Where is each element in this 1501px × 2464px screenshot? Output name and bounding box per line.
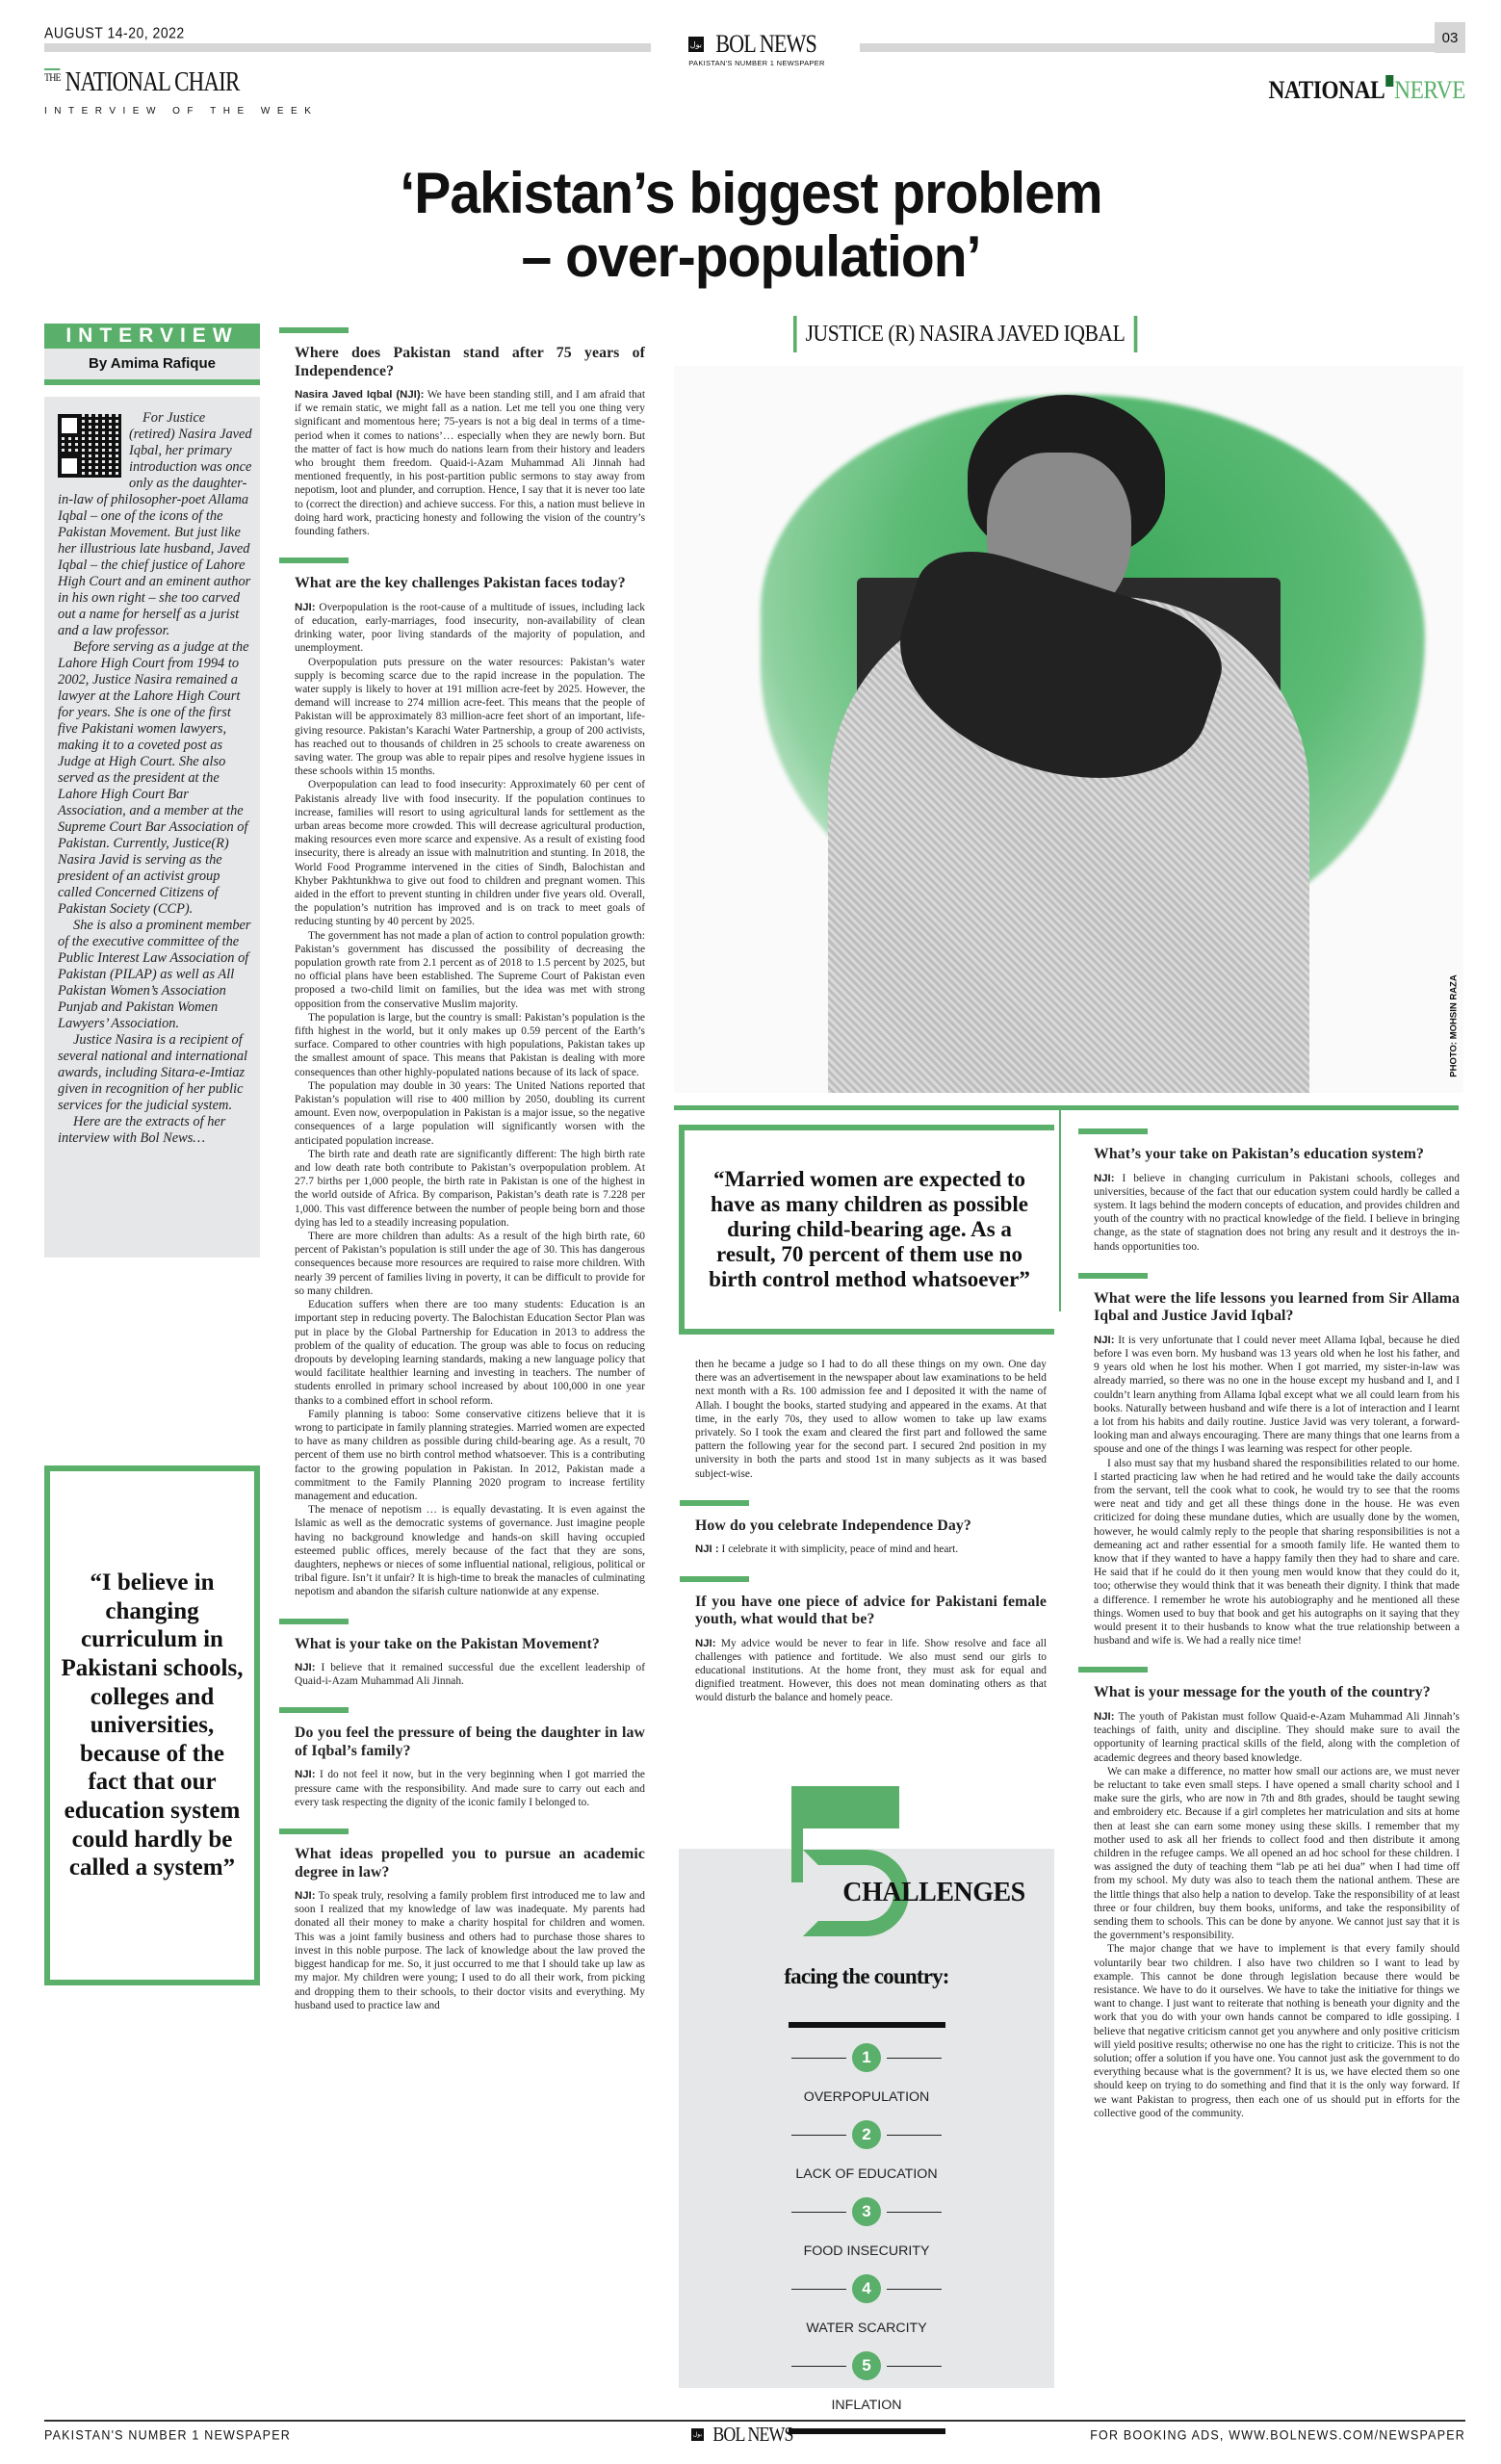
- answer-paragraph: [295, 1661, 645, 1688]
- interview-rule: [44, 379, 260, 385]
- question: What ideas propelled you to pursue an academic degree in law?: [295, 1846, 645, 1880]
- answer-text: I celebrate it with simplicity, peace of mind and heart.: [721, 1543, 959, 1556]
- divider-line: [791, 2058, 846, 2059]
- challenges-bottom-bar: [789, 2428, 945, 2434]
- challenge-number-row: [679, 2274, 1054, 2303]
- section-subtitle: INTERVIEW OF THE WEEK: [44, 106, 319, 117]
- intro-paragraph: She is also a prominent member of the executive committee of the Public Interest Law Association of Pakistan (PILAP) as well as All Pakistan Women’s Association Punjab and Pakistan Women Lawyers’ Association.: [58, 918, 251, 1031]
- section-the: THE: [44, 70, 61, 84]
- challenge-label: INFLATION: [831, 2398, 902, 2413]
- interview-label-box: [44, 324, 260, 385]
- qa-block: [1094, 1667, 1460, 2120]
- logo-tagline: PAKISTAN'S NUMBER 1 NEWSPAPER: [688, 59, 825, 67]
- answer-text: The population is large, but the country is small: Pakistan’s population is the fifth highest in the world, but it only makes up 0.59 percent of the Earth’s surface. Compared to other countries with high populations, Pakistan takes up the smallest amount of space. This means that Pakistan is dealing with more consequences than other highly-populated nations because of its lack of space.: [295, 1011, 645, 1078]
- challenge-item: [679, 2274, 1054, 2336]
- issue-date: AUGUST 14-20, 2022: [44, 23, 185, 42]
- question: What is your take on the Pakistan Movement?: [295, 1635, 600, 1652]
- nerve-black: NATIONAL: [1268, 76, 1385, 104]
- headline-line-1: ‘Pakistan’s biggest problem: [400, 161, 1102, 225]
- question: What were the life lessons you learned from Sir Allama Iqbal and Justice Javid Iqbal?: [1094, 1289, 1460, 1325]
- challenge-label: WATER SCARCITY: [806, 2321, 927, 2336]
- continued-answer: then he became a judge so I had to do all these things on my own. One day there was an advertisement in the newspaper about law examinations to be held next month with a Rs. 100 admission fee and I deposited it with the name of Allah. I bought the books, started studying and appeared in the exams. At that time, in the early 70s, they used to allow women to take up law exams privately. So I took the exam and cleared the first part and followed the same pattern the following year for the second part. I secured 2nd position in my university in both the parts and stood 1st in many subjects as it was based subject-wise.: [695, 1359, 1047, 1480]
- answer-paragraph: [295, 1011, 645, 1079]
- bol-logo-mark-icon: بول: [691, 2428, 704, 2441]
- answer-text: The youth of Pakistan must follow Quaid-e-Azam Muhammad Ali Jinnah’s teachings of faith, unity and discipline. They should make sure to avail the opportunity of learning practical skills of the field, along with the completion of academic degrees and theory based knowledge.: [1094, 1710, 1460, 1764]
- challenge-number-row: [679, 2197, 1054, 2226]
- challenge-label: LACK OF EDUCATION: [795, 2166, 938, 2182]
- answer-paragraph: [1094, 1710, 1460, 1765]
- divider-line: [887, 2366, 942, 2367]
- question-rule: [680, 1576, 749, 1582]
- challenge-number-badge: 5: [852, 2351, 881, 2380]
- challenge-item: [679, 2197, 1054, 2259]
- answer-paragraph: [295, 1503, 645, 1598]
- pullquote-text: “I believe in changing curriculum in Pakistani schools, colleges and universities, because of the fact that our education system could hardly be called a system”: [61, 1569, 244, 1881]
- headline-line-2: – over-population’: [521, 224, 981, 289]
- answer-paragraph: [295, 1889, 645, 2012]
- divider-line: [887, 2058, 942, 2059]
- byline: By Amima Rafique: [44, 349, 260, 379]
- qa-block: [295, 327, 645, 538]
- answer-lead: NJI:: [695, 1637, 716, 1649]
- answer-text: The menace of nepotism … is equally devastating. It is even against the Islamic as well as the democratic systems of governance. Just imagine people having no background knowledge and hands-on skill having occupied esteemed public offices, merely because of the fact that they are sons, daughters, nephews or nieces of some influential national, religious, political or tribal figure. Isn’t it unfair? It is high-time to break the manacles of culminating nepotism and abandon the sifarish culture nationwide at any expense.: [295, 1504, 645, 1598]
- photo-credit: [1444, 953, 1463, 1107]
- qa-block: [1094, 1128, 1460, 1254]
- answer-lead: NJI:: [295, 601, 316, 613]
- question-rule: [279, 558, 349, 563]
- challenges-list: [679, 2022, 1054, 2434]
- divider-line: [887, 2135, 942, 2136]
- answer-paragraph: [295, 929, 645, 1011]
- photo-credit-text: PHOTO: MOHSIN RAZA: [1448, 974, 1460, 1077]
- column-3: [1094, 1128, 1460, 2140]
- answer-paragraph: [295, 1298, 645, 1408]
- answer-lead: NJI:: [295, 1769, 316, 1781]
- subject-name-tag: [785, 316, 1279, 352]
- answer-paragraph: [1094, 1457, 1460, 1648]
- question: What’s your take on Pakistan’s education system?: [1094, 1146, 1424, 1162]
- challenges-top-bar: [789, 2022, 945, 2028]
- answer-paragraph: [1094, 1942, 1460, 2120]
- answer-text: The population may double in 30 years: The United Nations reported that Pakistan’s population will rise to 400 million by 2050, doubling its current amount. Even now, overpopulation in Pakistan is a major issue, so the negative consequences of a large population will significantly worsen with the anticipated population increase.: [295, 1079, 645, 1147]
- footer-logo[interactable]: [691, 2425, 800, 2445]
- interview-label: INTERVIEW: [44, 324, 260, 349]
- masthead-rule-right: [860, 43, 1437, 52]
- answer-text: Overpopulation is the root-cause of a multitude of issues, including lack of education, early-marriages, food insecurity, non-availability of clean drinking water, poor living standards of the majority of population, and unemployment.: [295, 601, 645, 655]
- column-1: [295, 327, 645, 2032]
- answer-lead: NJI:: [295, 1890, 316, 1903]
- challenge-number-badge: 3: [852, 2197, 881, 2226]
- challenge-number-row: [679, 2351, 1054, 2380]
- section-national-nerve: [1229, 75, 1465, 105]
- question-rule: [1078, 1128, 1148, 1134]
- masthead-rule-left: [44, 43, 651, 52]
- divider-line: [887, 2212, 942, 2213]
- question: How do you celebrate Independence Day?: [695, 1517, 971, 1534]
- answer-paragraph: [695, 1637, 1047, 1705]
- answer-paragraph: [1094, 1334, 1460, 1457]
- question: What is your message for the youth of the country?: [1094, 1684, 1431, 1701]
- portrait-photo: [674, 366, 1463, 1093]
- qa-block: [1094, 1273, 1460, 1648]
- column-2: [695, 1358, 1047, 1725]
- answer-lead: Nasira Javed Iqbal (NJI):: [295, 389, 425, 401]
- divider-line: [791, 2212, 846, 2213]
- question: What are the key challenges Pakistan faces today?: [295, 575, 626, 592]
- answer-text: It is very unfortunate that I could never meet Allama Iqbal, because he died before I was even born. My husband was 13 years old when he lost his father, and 9 years old when he lost his mother. When I got married, my sister-in-law was already married, so there was no one in the house except my husband and I, and I couldn’t learn anything from Allama Iqbal except what we all could learn from his books. Naturally between husband and wife there is a lot of interaction and I learnt a lot from his habits and daily routine. Justice Javid was very tolerant, a forward-looking man and always encouraging. There are many things that one learns from a spouse and one of the things I was learning was respect for other people.: [1094, 1334, 1460, 1456]
- answer-paragraph: [295, 388, 645, 538]
- challenge-number-badge: 2: [852, 2120, 881, 2149]
- answer-text: I believe that it remained successful due the excellent leadership of Quaid-i-Azam Muhammad Ali Jinnah.: [295, 1662, 645, 1688]
- challenge-number-badge: 1: [852, 2043, 881, 2072]
- qa-block: [295, 558, 645, 1598]
- pakistan-flag-icon: [1385, 75, 1393, 87]
- footer-tagline: PAKISTAN'S NUMBER 1 NEWSPAPER: [44, 2427, 291, 2443]
- intro-paragraph: For Justice (retired) Nasira Javed Iqbal, her primary introduction was once only as the daughter-in-law of philosopher-poet Allama Iqbal – one of the icons of the Pakistan Movement. But just like her illustrious late husband, Javed Iqbal – the chief justice of Lahore High Court and an eminent author in his own right – she too carved out a name for herself as a jurist and a law professor.: [58, 410, 252, 638]
- divider-line: [791, 2289, 846, 2290]
- answer-text: We can make a difference, no matter how small our actions are, we must never be reluctant to take even small steps. I have opened a small charity school and I make sure the girls, who are now in 7th and 8th grades, should be taught sewing and embroidery etc. Because if a girl completes her matriculation and sits at home then at least she can earn some money using these skills. I remember that my mother used to ask all her friends to collect food and then distribute it among children in the refugee camps. We all opened an ad hoc school for these children. I was assigned the duty of teaching them “lab pe ati hei dua” when I had time off from my school. My duty was also to teach them the national anthem. These are the little things that also help a nation to develop. Take the responsibility of at least three or four children, buy them books, uniforms, and take the responsibility of sending them to schools. This can be done by anyone. We cannot just say that it is the government’s responsibility.: [1094, 1765, 1460, 1942]
- answer-lead: NJI :: [695, 1543, 719, 1556]
- column-3-rule: [1059, 1107, 1061, 1311]
- name-bar-right: [1133, 316, 1137, 352]
- photo-bottom-rule: [674, 1105, 1459, 1110]
- challenge-item: [679, 2120, 1054, 2182]
- answer-lead: NJI:: [1094, 1172, 1115, 1184]
- name-bar-left: [793, 316, 797, 352]
- answer-text: I believe in changing curriculum in Pakistani schools, colleges and universities, because of the fact that our education system could hardly be called a system. It lags behind the modern concepts of education, and provides children and youth of the country with no practical knowledge of the field. I believe in bringing change, as the state of stagnation does not bring any result and it destroys the in-hands opportunities too.: [1094, 1172, 1460, 1253]
- question: Do you feel the pressure of being the daughter in law of Iqbal’s family?: [295, 1725, 645, 1759]
- pullquote-education: [44, 1465, 260, 1985]
- page-number: 03: [1435, 22, 1465, 53]
- qa-block: [295, 1829, 645, 2012]
- answer-text: There are more children than adults: As a result of the high birth rate, 60 percent of Pakistan’s population is still under the age of 30. This has dangerous consequences because more resources are required to raise more children. With nearly 39 percent of families living in poverty, it can be difficult to provide for so many children.: [295, 1231, 645, 1297]
- footer-logo-text: BOL NEWS: [712, 2423, 793, 2446]
- question-rule: [279, 1829, 349, 1834]
- challenges-title: CHALLENGES: [842, 1878, 1025, 1907]
- headline: [175, 162, 1328, 289]
- intro-paragraph: Before serving as a judge at the Lahore High Court from 1994 to 2002, Justice Nasira remained a lawyer at the Lahore High Court for years. She is one of the first five Pakistani women lawyers, making it to a coveted post as Judge at High Court. She also served as the president at the Lahore High Court Bar Association, and a member at the Supreme Court Bar Association of Pakistan. Currently, Justice(R) Nasira Javid is serving as the president of an activist group called Concerned Citizens of Pakistan Society (CCP).: [58, 639, 249, 917]
- bol-logo-mark-icon: بول: [688, 37, 704, 52]
- answer-paragraph: [295, 1079, 645, 1148]
- challenge-number-row: [679, 2120, 1054, 2149]
- answer-paragraph: [695, 1543, 1047, 1556]
- answer-text: I also must say that my husband shared the responsibilities related to our home. I started practicing law when he had retired and he would take the daily accounts from the servant, tell the cook what to cook, he would try to see that the rooms were neat and tidy and get all these things done in the house. He was even criticized for doing these mundane duties, which are usually done by the women, however, he would calmly reply to the people that sharing responsibilities is not a demeaning act and rather essential for a smooth family life. He wanted them to know that if they wanted to have a happy family then they had to share and care. He said that if he could do it then young men would know that they could do it, too; otherwise they would think that it was beneath their dignity. I think that made a difference. I remember he wrote his autobiography and he mentioned all these things. Women used to buy that book and get his autographs on it saying that they would present it to their husbands to know what the true relationship between a husband and wife is. We had a really nice time!: [1094, 1457, 1460, 1647]
- challenge-number-badge: 4: [852, 2274, 881, 2303]
- answer-paragraph: [295, 656, 645, 779]
- challenge-label: OVERPOPULATION: [803, 2089, 930, 2105]
- question-rule: [1078, 1273, 1148, 1279]
- subject-name: JUSTICE (R) NASIRA JAVED IQBAL: [805, 321, 1126, 347]
- divider-line: [791, 2135, 846, 2136]
- question: Where does Pakistan stand after 75 years of Independence?: [295, 345, 645, 379]
- answer-lead: NJI:: [1094, 1334, 1115, 1346]
- answer-paragraph: [295, 1768, 645, 1809]
- answer-paragraph: [1094, 1765, 1460, 1943]
- footer-rule: [44, 2420, 1465, 2422]
- answer-text: We have been standing still, and I am afraid that if we remain static, we might fall as a nation. Let me tell you one thing very significant and momentous here; 75-years is not a big deal in terms of a time-period when it comes to nations’… especially when they are newly born. But the matter of fact is how much do nations learn from their history and leaders who brought them freedom. Quaid-i-Azam Muhammad Ali Jinnah had mentioned frequently, in his post-partition public sermons to stay away from nepotism, loot and plunder, and corruption. Hence, I say that it is never too late to (correct the direction) and achieve success. For this, a nation must believe in doing hard work, practicing honesty and following the vision of the country’s founding fathers.: [295, 389, 645, 538]
- answer-text: Overpopulation puts pressure on the water resources: Pakistan’s water supply is becoming scarce due to the rapid increase in the population. The water supply is likely to hover at 191 million acre-feet by 2025. However, the demand will increase to 274 million acre-feet. This means that the people of Pakistan will be approximately 83 million-acre feet short of an important, life-giving resource. Pakistan’s Karachi Water Partnership, a group of 200 activists, has reached out to thousands of children in 25 schools to create awareness on saving water. The group was able to repair pipes and resolve hygiene issues in these schools within 15 months.: [295, 656, 645, 778]
- nerve-green: NERVE: [1394, 76, 1465, 104]
- answer-text: My advice would be never to fear in life. Show resolve and face all challenges with patience and fortitude. We also must send our girls to educational institutions. At the home front, they must ask for equal and dignified treatment. However, this does not mean dominating others as that would disturb the balance and homely peace.: [695, 1637, 1047, 1704]
- answer-text: The government has not made a plan of action to control population growth: Pakistan’s government has discussed the possibility of decreasing the population growth rate from 2.1 percent as of 2018 to 1.5 percent by 2025, but no official plans have been established. The Supreme Court of Pakistan even proposed a two-child limit on families, but the idea was met with strong opposition from the conservative Muslim majority.: [295, 929, 645, 1010]
- question-rule: [279, 1707, 349, 1713]
- challenge-item: [679, 2351, 1054, 2413]
- answer-paragraph: [295, 1230, 645, 1298]
- section-national-chair: [44, 69, 318, 117]
- answer-text: I do not feel it now, but in the very beginning when I got married the pressure came with the responsibility. And made sure to carry out each and every task respecting the dignity of the iconic family I belonged to.: [295, 1769, 645, 1808]
- divider-line: [791, 2366, 846, 2367]
- qa-block: [695, 1500, 1047, 1557]
- qr-code-icon[interactable]: [58, 414, 121, 478]
- answer-text: To speak truly, resolving a family problem first introduced me to law and soon I realized that my knowledge of law was inadequate. My parents had donated all their money to make a charity hospital for children and women. This was a joint family business and others had to purchase those shares to invest in this noble purpose. The lack of knowledge about the law proved the biggest handicap for me. So, it just occurred to me that I should take up law as my major. My children were young; I used to do all their work, from picking and dropping them to their schools, to their doctor visits and everything. My husband used to practice law and: [295, 1890, 645, 2011]
- question-rule: [1078, 1667, 1148, 1673]
- intro-box: [44, 397, 260, 1258]
- answer-lead: NJI:: [1094, 1710, 1115, 1723]
- answer-paragraph: [295, 601, 645, 656]
- qa-block: [295, 1707, 645, 1809]
- portrait-subject: [818, 395, 1319, 1093]
- divider-line: [887, 2289, 942, 2290]
- pullquote-text: “Married women are expected to have as many children as possible during child-bearing age. As a result, 70 percent of them use no birth control method whatsoever”: [709, 1167, 1030, 1291]
- answer-paragraph: [1094, 1172, 1460, 1254]
- answer-text: Family planning is taboo: Some conservative citizens believe that it is wrong to participate in family planning strategies. Married women are expected to have as many children as possible during child-bearing age. As a result, 70 percent of them use no birth control method whatsoever. This is a contributing factor to the growing population in Pakistan. In 2012, Pakistan made a commitment to the Family Planning 2020 program to increase fertility management and education.: [295, 1408, 645, 1502]
- five-stem: [791, 1786, 803, 1882]
- answer-paragraph: [295, 1148, 645, 1230]
- section-title: NATIONAL CHAIR: [65, 67, 240, 97]
- intro-paragraph: Here are the extracts of her interview with Bol News…: [58, 1114, 226, 1146]
- question-rule: [680, 1500, 749, 1506]
- challenge-label: FOOD INSECURITY: [803, 2244, 930, 2259]
- five-top: [791, 1786, 899, 1829]
- question-rule: [279, 1619, 349, 1624]
- challenge-item: [679, 2043, 1054, 2105]
- logo-text: BOL NEWS: [715, 30, 816, 58]
- answer-text: The major change that we have to implement is that every family should voluntarily bear two children. I also have two children so I want to lead by example. This cannot be done through legislation because there would be resistance. We have to do it ourselves. We have to take the initiative for things we want to change. I just want to reiterate that nothing is beneath your dignity and the work that you do with your own hands cannot be compared to idle gossiping. I believe that negative criticism cannot get you anywhere and only positive criticism will yield positive results; otherwise no one has the right to criticize. This is not the solution; offer a solution if you have one. You cannot just ask the government to do everything because what is the government? It is us, we have elected them so one should keep on trying to do something and find that it is the only way forward. If we want Pakistan to progress, then each one of us should put in efforts for the collective good of the community.: [1094, 1943, 1460, 2119]
- intro-paragraph: Justice Nasira is a recipient of several national and international awards, including Sitara-e-Imtiaz given in recognition of her public services for the judicial system.: [58, 1032, 248, 1113]
- bol-news-logo[interactable]: [674, 32, 840, 67]
- answer-paragraph: [295, 778, 645, 928]
- question-rule: [279, 327, 349, 333]
- answer-text: Education suffers when there are too many students: Education is an important step in reducing poverty. The Balochistan Education Sector Plan was put in place by the Global Partnership for Education in 2013 to address the problem of the quality of education. The group was able to focus on reducing dropouts by developing learning standards, making a new language policy that would facilitate healthier learning and investing in teachers. The number of students enrolled in primary school increased by about 100,000 in one year thanks to a combined effort in school reform.: [295, 1299, 645, 1407]
- qa-block: [695, 1576, 1047, 1705]
- answer-lead: NJI:: [295, 1662, 316, 1674]
- answer-text: Overpopulation can lead to food insecurity: Approximately 60 per cent of Pakistanis already live with food insecurity. If the population continues to increase, families will resort to using agricultural lands for settlement as the urban areas become more crowded. This will decrease agricultural production, making resources even more scarce and expensive. As a result of existing food insecurity, there is already an issue with malnutrition and stunting. In 2018, the World Food Programme intervened in the cities of Sindh, Balochistan and Khyber Pakhtunkhwa to give out food to children and pregnant women. This aided in the effort to prevent stunting in children under five years old. Overall, the population’s nutrition has improved and is on track to meet goals of reducing stunting by 40 percent by 2025.: [295, 779, 645, 928]
- answer-paragraph: [295, 1408, 645, 1503]
- answer-text: The birth rate and death rate are significantly different: The high birth rate and low death rate both contribute to Pakistan’s overpopulation problem. At 27.7 births per 1,000 people, the birth rate in Pakistan is one of the highest in the world outside of Africa. By comparison, Pakistan’s death rate is 7.228 per 1,000. This vast difference between the number of people being born and those dying has led to a steadily increasing population.: [295, 1148, 645, 1229]
- challenges-subtitle: facing the country:: [784, 1964, 949, 1988]
- footer-booking-link[interactable]: FOR BOOKING ADS, WWW.BOLNEWS.COM/NEWSPAPER: [1090, 2427, 1465, 2443]
- question: If you have one piece of advice for Pakistani female youth, what would that be?: [695, 1593, 1047, 1628]
- pullquote-married-women: [679, 1125, 1054, 1335]
- qa-block: [295, 1619, 645, 1689]
- challenge-number-row: [679, 2043, 1054, 2072]
